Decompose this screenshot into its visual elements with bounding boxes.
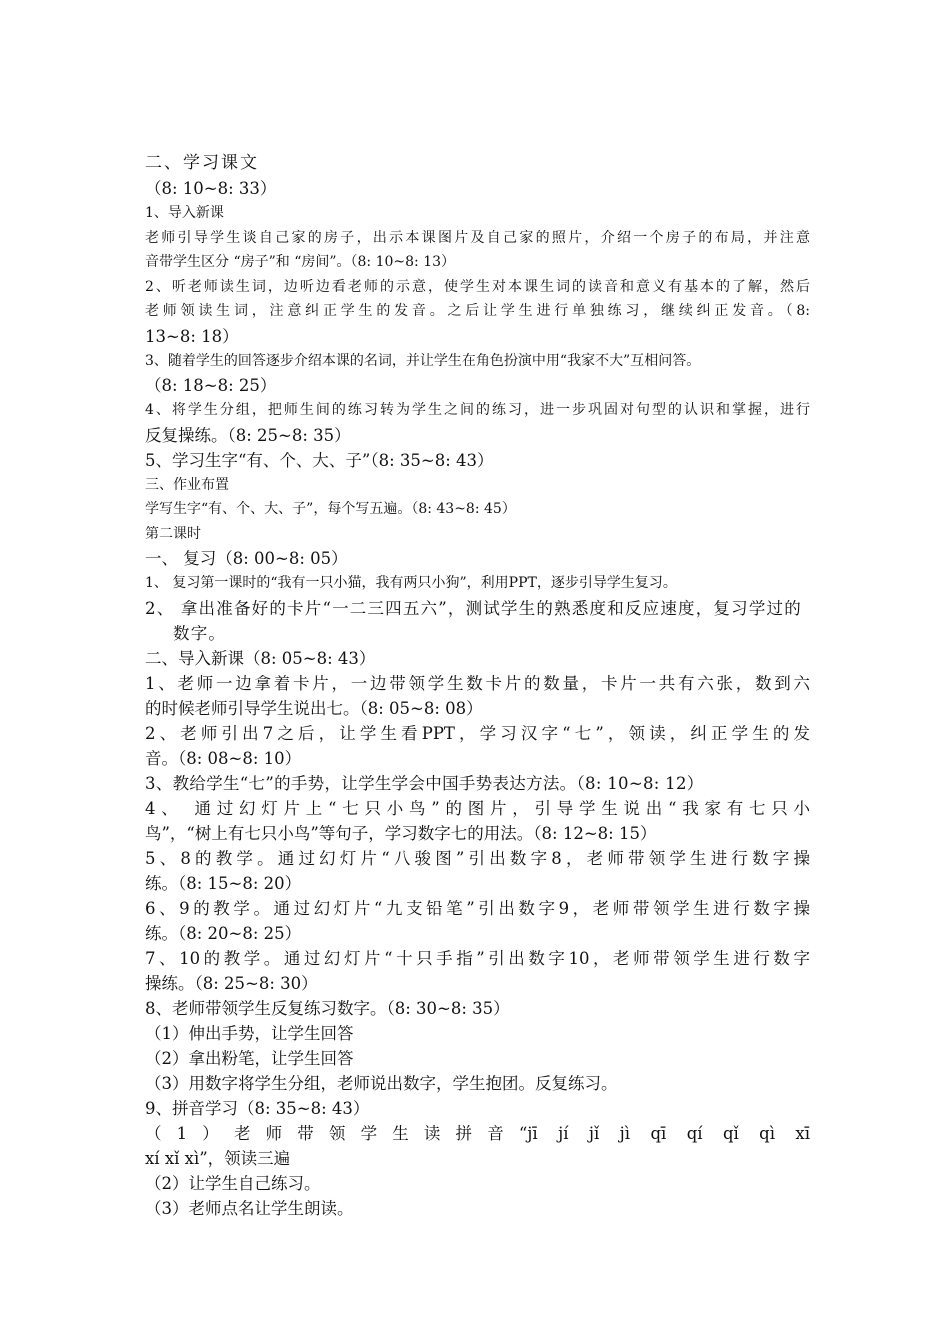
list-item: （2）拿出粉笔，让学生回答 <box>145 1048 354 1068</box>
paragraph-line: 5、学习生字“有、个、大、子”（8: 35~8: 43） <box>145 450 494 470</box>
paragraph-line: 音带学生区分 “房子”和 “房间”。（8: 10~8: 13） <box>145 254 456 270</box>
paragraph-line: 学写生字“有、个、大、子”，每个写五遍。（8: 43~8: 45） <box>145 501 516 517</box>
paragraph-line: 2、听老师读生词，边听边看老师的示意，使学生对本课生词的读音和意义有基本的了解，然后 <box>145 278 810 295</box>
list-item: （3）用数字将学生分组，老师说出数字，学生抱团。反复练习。 <box>145 1073 618 1093</box>
list-item: 1、 复习第一课时的“我有一只小猫，我有两只小狗”，利用PPT，逐步引导学生复习。 <box>145 575 677 591</box>
paragraph-line: 7、10的教学。通过幻灯片“十只手指”引出数字10，老师带领学生进行数字 <box>145 948 810 968</box>
list-item: （2）让学生自己练习。 <box>145 1173 321 1193</box>
list-item: （1）伸出手势，让学生回答 <box>145 1023 354 1043</box>
paragraph-line: 操练。（8: 25~8: 30） <box>145 973 318 993</box>
subheading: 1、导入新课 <box>145 205 224 221</box>
time-range: （8: 10~8: 33） <box>145 179 277 198</box>
paragraph-line: 音。（8: 08~8: 10） <box>145 748 302 768</box>
list-item: （1）老师带领学生读拼音“jī jí jǐ jì qī qí qǐ qì xī <box>145 1123 810 1143</box>
paragraph-line: 8、老师带领学生反复练习数字。（8: 30~8: 35） <box>145 998 510 1018</box>
paragraph-line: 3、教给学生“七”的手势，让学生学会中国手势表达方法。（8: 10~8: 12） <box>145 773 704 793</box>
section-heading: 一、 复习（8: 00~8: 05） <box>145 549 348 568</box>
paragraph-line: 1、老师一边拿着卡片，一边带领学生数卡片的数量，卡片一共有六张，数到六 <box>145 673 810 693</box>
document-body <box>145 150 810 1221</box>
paragraph-line: 3、随着学生的回答逐步介绍本课的名词，并让学生在角色扮演中用“我家不大”互相问答。 <box>145 352 701 369</box>
paragraph-line: 2、老师引出7之后，让学生看PPT，学习汉字“七”，领读，纠正学生的发 <box>145 723 810 743</box>
paragraph-line: 老师引导学生谈自己家的房子，出示本课图片及自己家的照片，介绍一个房子的布局，并注意 <box>145 229 810 246</box>
paragraph-line: 的时候老师引导学生说出七。（8: 05~8: 08） <box>145 698 483 718</box>
section-heading: 二、学习课文 <box>145 153 259 173</box>
paragraph-line: 练。（8: 20~8: 25） <box>145 923 302 943</box>
paragraph-line: 9、拼音学习（8: 35~8: 43） <box>145 1098 370 1118</box>
paragraph-line: 4、将学生分组，把师生间的练习转为学生之间的练习，进一步巩固对句型的认识和掌握，进行 <box>145 402 810 418</box>
paragraph-line: （8: 18~8: 25） <box>145 376 277 395</box>
list-item: 2、 拿出准备好的卡片“一二三四五六”，测试学生的熟悉度和反应速度，复习学过的数字。 <box>145 598 802 643</box>
list-item: xí xǐ xì”，领读三遍 <box>145 1148 291 1168</box>
paragraph-line: 13~8: 18） <box>145 326 239 346</box>
paragraph-line: 练。（8: 15~8: 20） <box>145 873 302 893</box>
lesson-heading: 第二课时 <box>145 525 201 542</box>
list-item: （3）老师点名让学生朗读。 <box>145 1198 354 1218</box>
section-heading: 三、作业布置 <box>145 476 229 493</box>
paragraph-line: 鸟”，“树上有七只小鸟”等句子，学习数字七的用法。（8: 12~8: 15） <box>145 823 657 843</box>
paragraph-line: 6、9的教学。通过幻灯片“九支铅笔”引出数字9，老师带领学生进行数字操 <box>145 898 810 918</box>
section-heading: 二、导入新课（8: 05~8: 43） <box>145 648 376 668</box>
paragraph-line: 4、 通过幻灯片上“七只小鸟”的图片，引导学生说出“我家有七只小 <box>145 798 810 818</box>
paragraph-line: 反复操练。（8: 25~8: 35） <box>145 425 351 445</box>
paragraph-line: 老师领读生词，注意纠正学生的发音。之后让学生进行单独练习，继续纠正发音。（8: <box>145 303 810 319</box>
paragraph-line: 5、8的教学。通过幻灯片“八骏图”引出数字8，老师带领学生进行数字操 <box>145 848 810 868</box>
